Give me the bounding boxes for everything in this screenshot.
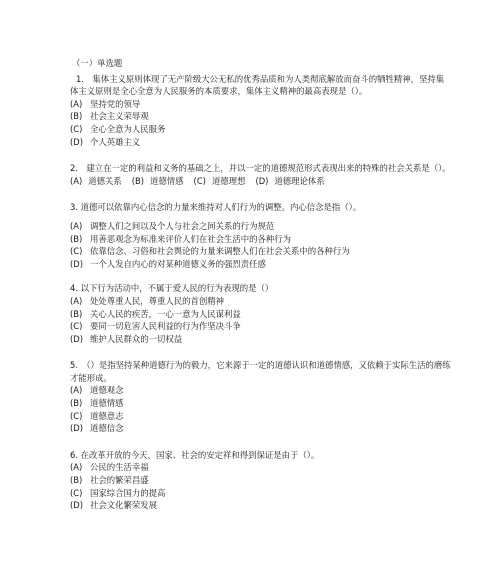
option-text: 一个人发自内心的对某种道德义务的强烈责任感 — [90, 258, 266, 269]
option-c — [70, 320, 452, 333]
option-letter: (B) — [70, 475, 83, 486]
option-c — [194, 175, 246, 188]
option-text: 道德关系 — [88, 175, 122, 186]
question-3 — [70, 201, 452, 270]
option-list — [70, 98, 452, 148]
option-list — [70, 384, 452, 434]
option-a — [70, 461, 452, 474]
option-c — [70, 245, 452, 258]
option-c — [70, 123, 452, 136]
option-letter: (C) — [193, 175, 206, 186]
question-5 — [70, 359, 452, 435]
option-list — [70, 220, 452, 270]
option-letter: (D) — [70, 423, 83, 434]
question-2 — [70, 162, 452, 187]
option-letter: (D) — [70, 333, 83, 344]
option-text: 维护人民群众的一切权益 — [90, 333, 183, 344]
option-letter: (B) — [70, 398, 83, 409]
option-text: 处处尊重人民，尊重人民的首创精神 — [90, 295, 224, 306]
question-1 — [70, 73, 452, 149]
option-d — [70, 499, 452, 512]
option-text: 社会主义荣辱观 — [90, 111, 149, 122]
option-text: 要同一切危害人民利益的行为作坚决斗争 — [90, 321, 241, 332]
option-letter: (B) — [70, 233, 83, 244]
option-b — [132, 175, 184, 188]
question-4 — [70, 282, 452, 345]
option-letter: (A) — [70, 175, 83, 186]
option-letter: (D) — [70, 500, 83, 511]
option-a — [70, 384, 452, 397]
option-b — [70, 233, 452, 246]
option-letter: (B) — [131, 175, 145, 186]
option-text: 社会文化繁荣发展 — [90, 500, 157, 511]
option-list — [70, 461, 452, 511]
option-text: 公民的生活幸福 — [90, 462, 149, 473]
question-stem: 3. 道德可以依靠内心信念的力量来维持对人们行为的调整。内心信念是指（）。 — [70, 202, 362, 213]
option-letter: (C) — [70, 246, 83, 257]
option-text: 社会的繁荣昌盛 — [90, 475, 149, 486]
option-letter: (B) — [70, 111, 83, 122]
option-a — [70, 220, 452, 233]
option-list — [70, 295, 452, 345]
option-text: 道德情感 — [150, 175, 184, 186]
option-text: 国家综合国力的提高 — [90, 487, 166, 498]
option-letter: (A) — [70, 462, 83, 473]
option-letter: (D) — [70, 136, 83, 147]
option-letter: (C) — [70, 410, 83, 421]
option-text: 个人英雄主义 — [90, 136, 141, 147]
option-letter: (A) — [70, 220, 83, 231]
question-stem: 1. 集体主义原则体现了无产阶级大公无私的优秀品质和为人类彻底解放而奋斗的牺牲精神，坚持集体主义原则是全心全意为人民服务的本质要求，集体主义精神的最高表现是（）。 — [70, 73, 445, 97]
option-list — [70, 175, 452, 188]
option-d — [70, 422, 452, 435]
option-text: 坚持党的领导 — [90, 98, 141, 109]
option-text: 依靠信念、习俗和社会舆论的力量来调整人们在社会关系中的各种行为 — [90, 246, 350, 257]
option-text: 道德理想 — [211, 175, 246, 186]
option-a — [70, 98, 452, 111]
option-text: 道德观念 — [90, 385, 124, 396]
option-a — [70, 175, 122, 188]
option-b — [70, 397, 452, 410]
section-title: （一）单选题 — [72, 58, 123, 68]
option-a — [70, 295, 452, 308]
option-b — [70, 308, 452, 321]
option-text: 调整人们之间以及个人与社会之间关系的行为规范 — [90, 220, 275, 231]
option-letter: (B) — [70, 308, 83, 319]
question-stem: 4. 以下行为活动中，不属于爱人民的行为表现的是（） — [70, 283, 274, 294]
question-stem: 6. 在改革开放的今天，国家、社会的安定祥和得到保证是由于（）。 — [70, 449, 320, 460]
question-stem: 5. （）是指坚持某种道德行为的毅力，它来源于一定的道德认识和道德情感，又依赖于实际生活的磨练才能形成。 — [70, 360, 451, 383]
question-stem: 2. 建立在一定的利益和义务的基础之上，并以一定的道德规范形式表现出来的特殊的社会关系是（）。 — [70, 163, 451, 174]
option-letter: (C) — [70, 487, 83, 498]
option-letter: (C) — [70, 321, 83, 332]
option-c — [70, 410, 452, 423]
option-letter: (A) — [70, 98, 83, 109]
option-letter: (D) — [255, 175, 269, 186]
option-text: 全心全意为人民服务 — [90, 123, 166, 134]
option-text: 道德意志 — [90, 410, 124, 421]
option-text: 道德理论体系 — [274, 175, 325, 186]
option-letter: (D) — [70, 258, 83, 269]
question-6 — [70, 449, 452, 512]
option-text: 用善恶观念为标准来评价人们在社会生活中的各种行为 — [90, 233, 291, 244]
option-text: 道德信念 — [90, 423, 124, 434]
option-letter: (C) — [70, 123, 83, 134]
option-letter: (A) — [70, 295, 83, 306]
option-b — [70, 474, 452, 487]
option-d — [255, 175, 324, 188]
option-text: 道德情感 — [90, 398, 124, 409]
option-d — [70, 333, 452, 346]
option-d — [70, 136, 452, 149]
option-d — [70, 258, 452, 271]
option-text: 关心人民的疾苦，一心一意为人民谋利益 — [90, 308, 241, 319]
option-b — [70, 110, 452, 123]
option-c — [70, 487, 452, 500]
document-body — [70, 57, 452, 512]
option-letter: (A) — [70, 385, 83, 396]
